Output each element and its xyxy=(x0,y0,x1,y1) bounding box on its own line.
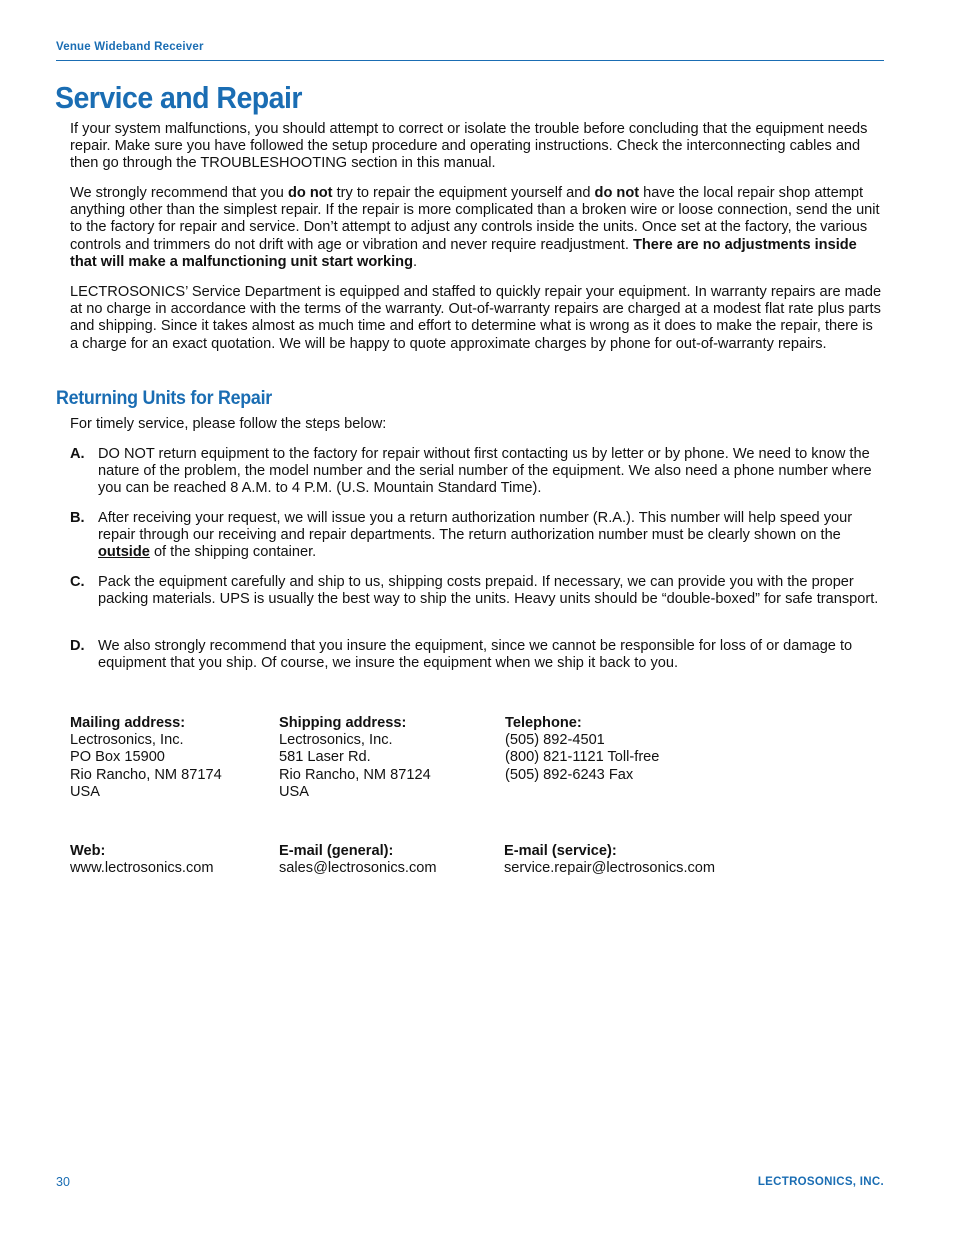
email-general-address: sales@lectrosonics.com xyxy=(279,860,437,877)
step-d xyxy=(70,638,884,672)
step-b-text-c: of the shipping container. xyxy=(149,544,317,561)
step-letter: D. xyxy=(70,638,85,654)
mailing-address-label: Mailing address: xyxy=(70,715,186,731)
p2-bold-do-not-1: do not xyxy=(287,185,333,201)
step-b-outside-emphasis: outside xyxy=(98,544,150,561)
shipping-address xyxy=(279,715,431,801)
web-label: Web: xyxy=(70,843,106,859)
address-line: USA xyxy=(279,783,310,800)
email-general-label: E-mail (general): xyxy=(279,843,394,859)
p2-text-c: try to repair the equipment yourself and xyxy=(332,185,595,201)
web xyxy=(70,843,214,877)
p2-text-e: have the local repair shop attempt anything other than the simplest repair. If the repair is more complicated than a broken wire or loose connection, send the unit to the factory for repair and service. Don’t attempt to adjust any controls inside the units. Once set at the factory, the various controls and trimmers do not drift with age or vibration and never require readjustment. xyxy=(70,185,880,253)
step-text xyxy=(98,510,884,562)
step-text: DO NOT return equipment to the factory for repair without first contacting us by letter or by phone. We need to know the nature of the problem, the model number and the serial number of the equipment. We also need a phone number where you can be reached 8 A.M. to 4 P.M. (U.S. Mountain Standard Time). xyxy=(98,446,872,497)
steps-lead: For timely service, please follow the steps below: xyxy=(70,416,387,432)
page-title: Service and Repair xyxy=(55,80,302,115)
phone-line: (800) 821-1121 Toll-free xyxy=(505,749,660,766)
address-line: Lectrosonics, Inc. xyxy=(279,732,393,749)
address-line: 581 Laser Rd. xyxy=(279,749,371,766)
step-a xyxy=(70,446,884,498)
step-letter: B. xyxy=(70,510,85,526)
telephone-label: Telephone: xyxy=(505,715,582,731)
intro-paragraph-2 xyxy=(70,185,884,271)
email-service-label: E-mail (service): xyxy=(504,843,617,859)
p2-bold-do-not-2: do not xyxy=(594,185,640,201)
phone-line: (505) 892-4501 xyxy=(505,732,605,749)
step-b-text-a: After receiving your request, we will issue you a return authorization number (R.A.). This number will help speed your repair through our receiving and repair departments. The return authorization number must be clearly shown on the xyxy=(98,510,853,544)
web-url: www.lectrosonics.com xyxy=(70,860,214,877)
address-line: Lectrosonics, Inc. xyxy=(70,732,184,749)
email-general xyxy=(279,843,437,877)
email-service-address: service.repair@lectrosonics.com xyxy=(504,860,716,877)
p2-text-g: . xyxy=(413,253,418,270)
step-letter: C. xyxy=(70,574,85,590)
intro-paragraph-3: LECTROSONICS’ Service Department is equipped and staffed to quickly repair your equipment. In warranty repairs are made at no charge in accordance with the terms of the warranty. Out-of-warranty repairs are charged at a modest flat rate plus parts and shipping. Since it takes almost as much time and effort to determine what is wrong as it does to make the repair, there is a charge for an exact quotation. We will be happy to quote approximate charges by phone for out-of-warranty repairs. xyxy=(70,284,882,352)
intro-paragraph-1: If your system malfunctions, you should attempt to correct or isolate the trouble before concluding that the equipment needs repair. Make sure you have followed the setup procedure and operating instructions. Check the interconnecting cables and then go through the TROUBLESHOOTING section in this manual. xyxy=(70,121,868,172)
step-text: We also strongly recommend that you insure the equipment, since we cannot be responsible for loss of or damage to equipment that you ship. Of course, we insure the equipment when we ship it back to you. xyxy=(98,638,853,672)
address-line: Rio Rancho, NM 87124 xyxy=(279,766,431,783)
step-text: Pack the equipment carefully and ship to us, shipping costs prepaid. If necessary, we can provide you with the proper packing materials. UPS is usually the best way to ship the units. Heavy units should be “double-boxed” for safe transport. xyxy=(98,574,879,608)
step-letter: A. xyxy=(70,446,85,462)
mailing-address xyxy=(70,715,222,801)
header-rule xyxy=(56,60,884,61)
page-number: 30 xyxy=(56,1175,70,1189)
running-header: Venue Wideband Receiver xyxy=(56,41,204,53)
section-heading: Returning Units for Repair xyxy=(56,388,272,409)
email-service xyxy=(504,843,715,877)
p2-text-a: We strongly recommend that you xyxy=(70,185,288,201)
footer-brand: LECTROSONICS, INC. xyxy=(757,1176,884,1188)
address-line: USA xyxy=(70,783,101,800)
address-line: PO Box 15900 xyxy=(70,749,165,766)
phone-line: (505) 892-6243 Fax xyxy=(505,766,634,783)
p2-bold-warning: There are no adjustments inside that will make a malfunctioning unit start working xyxy=(70,236,857,270)
step-b xyxy=(70,510,884,562)
address-line: Rio Rancho, NM 87174 xyxy=(70,766,222,783)
shipping-address-label: Shipping address: xyxy=(279,715,407,731)
step-c xyxy=(70,574,884,608)
telephone xyxy=(505,715,659,784)
